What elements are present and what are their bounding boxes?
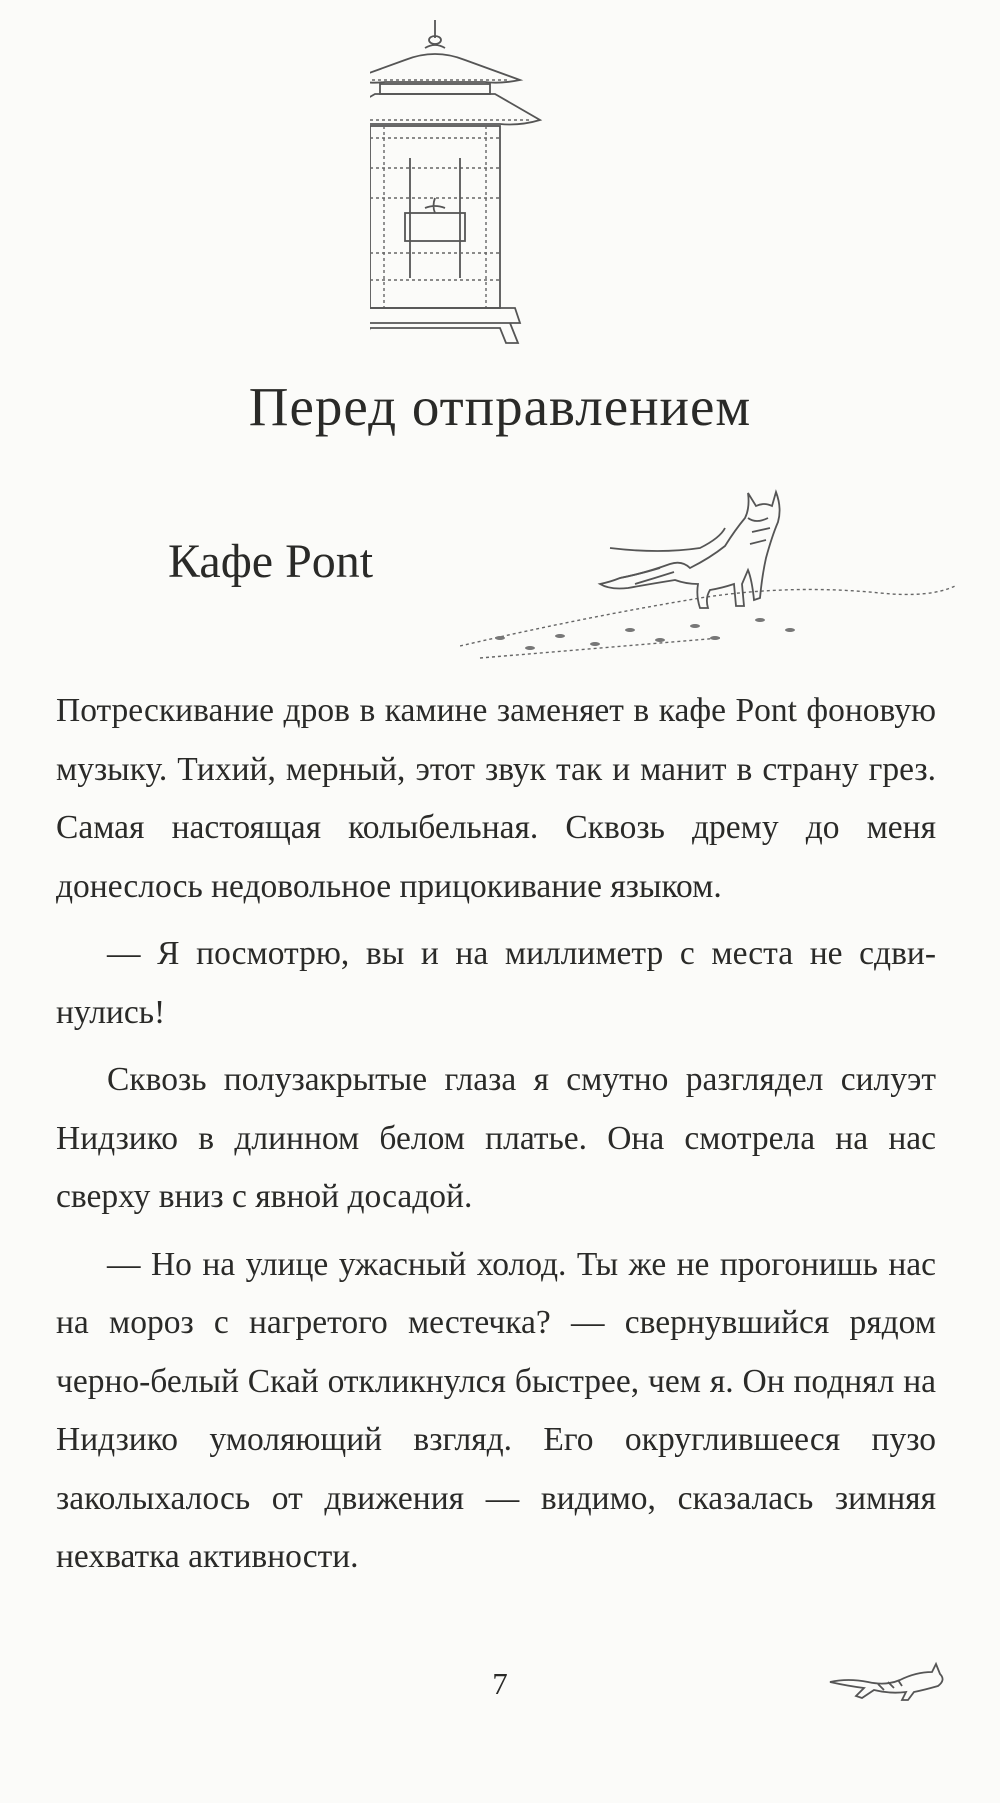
section-title: Кафе Pont [168, 535, 374, 588]
paragraph: — Но на улице ужасный холод. Ты же не прогонишь нас на мороз с нагретого местечка? — свернувшийся рядом черно-белый Скай откликнулся быстрее, чем я. Он поднял на Нидзико умоляющий взгляд. Его округлившееся пузо заколыхалось от движения — видимо, сказалась зимняя нехватка активности. [56, 1245, 936, 1575]
paragraph: — Я посмотрю, вы и на миллиметр с места не сдвинулись! [56, 935, 936, 1031]
chapter-title: Перед отправлением [248, 376, 752, 437]
cat-illustration [460, 488, 960, 663]
page-number: 7 [492, 1666, 508, 1701]
paragraph: Сквозь полузакрытые глаза я смутно разглядел силуэт Нидзико в длинном белом платье. Она смотрела на нас сверху вниз с явной досадой. [56, 1061, 936, 1215]
lantern-illustration [370, 18, 620, 348]
paragraph: Потрескивание дров в камине заменяет в кафе Pont фоновую музыку. Тихий, мерный, этот звук так и манит в страну грез. Самая настоящая колыбельная. Сквозь дрему до меня донеслось недовольное прицокивание языком. [56, 692, 936, 905]
running-cat-icon [828, 1660, 948, 1705]
body-text [56, 682, 936, 1596]
